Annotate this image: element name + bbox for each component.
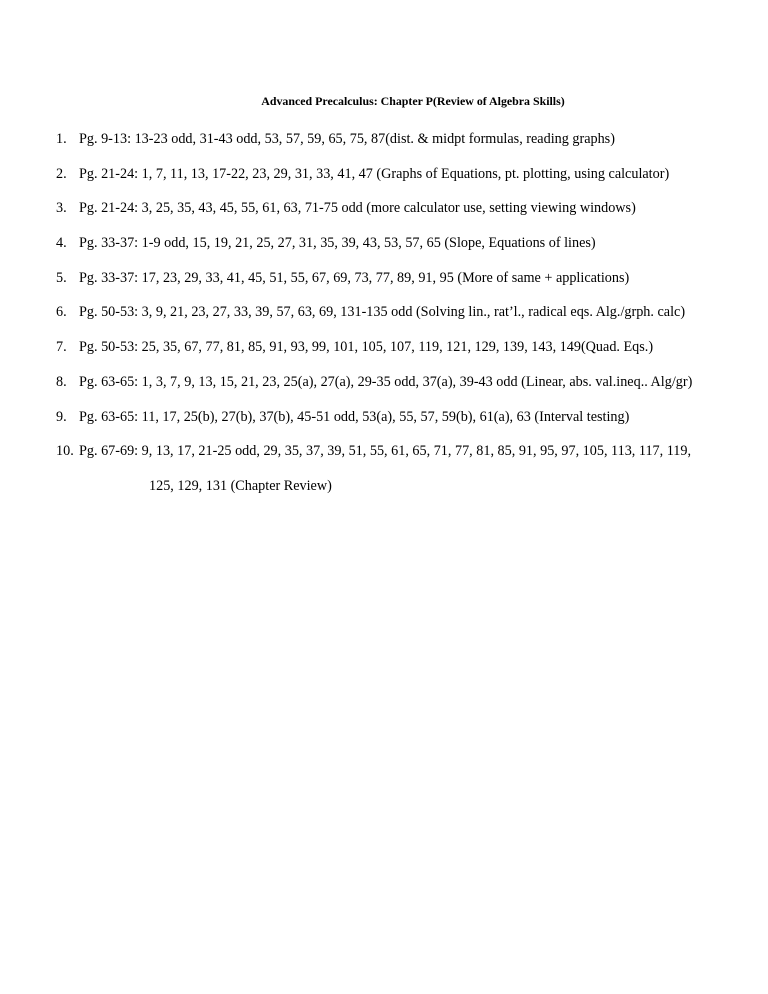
- item-number: 7.: [56, 339, 67, 356]
- item-number: 6.: [56, 304, 67, 321]
- list-item: [0, 406, 768, 441]
- page-title: Advanced Precalculus: Chapter P(Review of Algebra Skills): [261, 94, 565, 108]
- list-item: [0, 267, 768, 302]
- item-text: Pg. 67-69: 9, 13, 17, 21-25 odd, 29, 35, 37, 39, 51, 55, 61, 65, 71, 77, 81, 85, 91, 95, 97, 105, 113, 117, 119,: [79, 443, 692, 460]
- item-text: Pg. 63-65: 1, 3, 7, 9, 13, 15, 21, 23, 25(a), 27(a), 29-35 odd, 37(a), 39-43 odd (Linear, abs. val.ineq.. Alg/gr): [79, 373, 693, 390]
- item-number: 2.: [56, 165, 67, 182]
- item-text: Pg. 21-24: 1, 7, 11, 13, 17-22, 23, 29, 31, 33, 41, 47 (Graphs of Equations, pt. plotting, using calculator): [79, 165, 670, 182]
- list-item-continuation: [0, 475, 768, 510]
- item-text: Pg. 33-37: 1-9 odd, 15, 19, 21, 25, 27, 31, 35, 39, 43, 53, 57, 65 (Slope, Equations of lines): [79, 235, 596, 252]
- list-item: [0, 197, 768, 232]
- item-number: 4.: [56, 235, 67, 252]
- item-text: Pg. 33-37: 17, 23, 29, 33, 41, 45, 51, 55, 67, 69, 73, 77, 89, 91, 95 (More of same + applications): [79, 269, 630, 286]
- item-text: Pg. 63-65: 11, 17, 25(b), 27(b), 37(b), 45-51 odd, 53(a), 55, 57, 59(b), 61(a), 63 (Interval testing): [79, 408, 630, 425]
- item-number: 8.: [56, 373, 67, 390]
- item-continuation-text: 125, 129, 131 (Chapter Review): [149, 477, 332, 494]
- item-text: Pg. 9-13: 13-23 odd, 31-43 odd, 53, 57, 59, 65, 75, 87(dist. & midpt formulas, reading graphs): [79, 131, 615, 147]
- item-text: Pg. 50-53: 3, 9, 21, 23, 27, 33, 39, 57, 63, 69, 131-135 odd (Solving lin., rat’l., radical eqs. Alg./grph. calc): [79, 304, 686, 321]
- list-item: [0, 128, 768, 163]
- item-text: Pg. 50-53: 25, 35, 67, 77, 81, 85, 91, 93, 99, 101, 105, 107, 119, 121, 129, 139, 143, 149(Quad. Eqs.): [79, 339, 654, 356]
- list-item: [0, 163, 768, 198]
- list-item: [0, 440, 768, 475]
- item-number: 1.: [56, 131, 67, 147]
- list-item: [0, 371, 768, 406]
- list-item: [0, 301, 768, 336]
- list-item: [0, 336, 768, 371]
- item-number: 9.: [56, 408, 67, 425]
- assignment-list: [0, 128, 768, 510]
- item-number: 10.: [56, 443, 74, 460]
- list-item: [0, 232, 768, 267]
- item-number: 5.: [56, 269, 67, 286]
- item-number: 3.: [56, 200, 67, 217]
- item-text: Pg. 21-24: 3, 25, 35, 43, 45, 55, 61, 63, 71-75 odd (more calculator use, setting viewing windows): [79, 200, 636, 217]
